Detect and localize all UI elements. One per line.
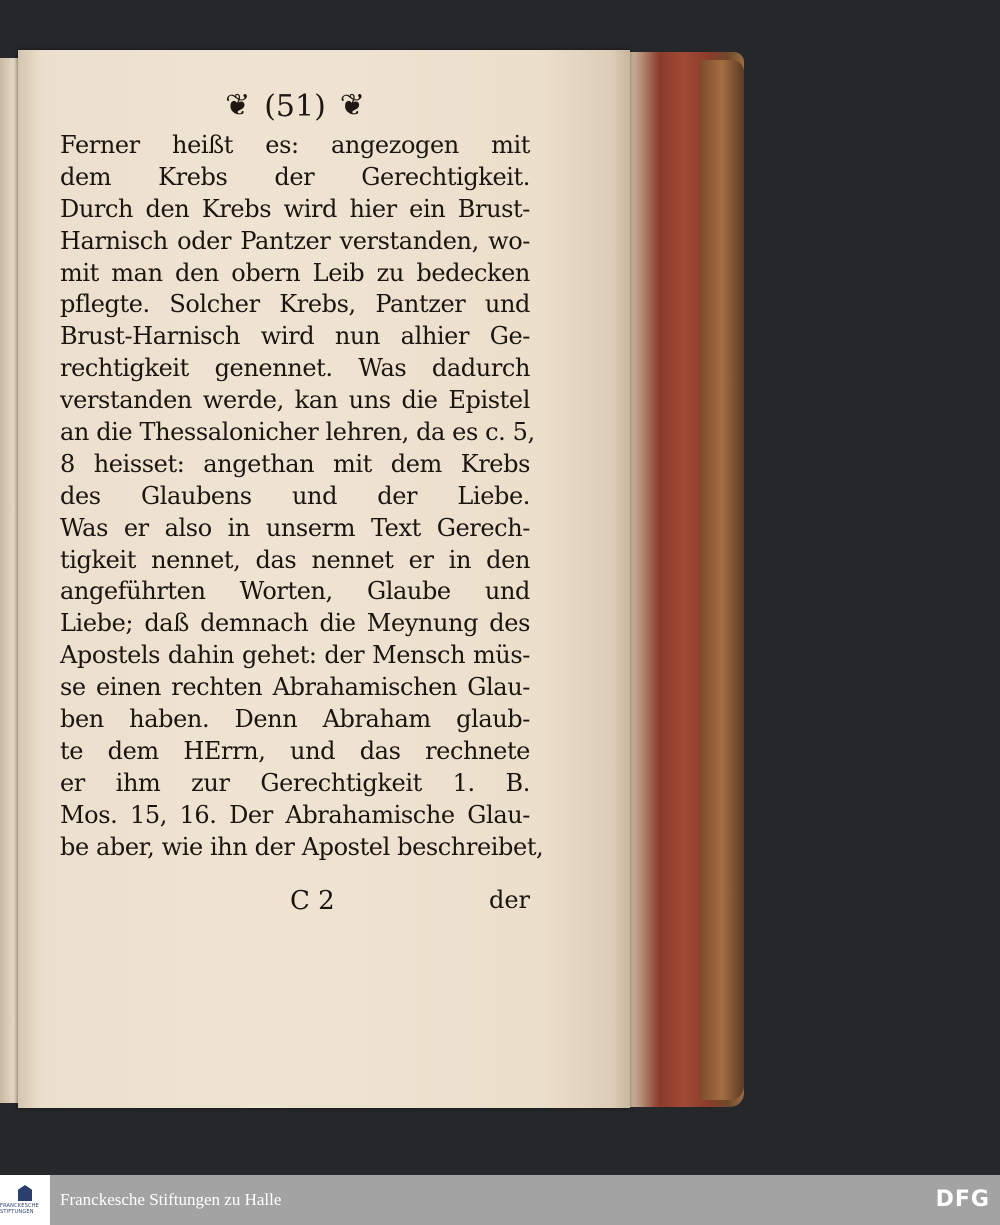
text-line: an die Thessalonicher lehren, da es c. 5, <box>60 418 535 447</box>
text-line: pflegte. Solcher Krebs, Pantzer und <box>60 290 530 319</box>
text-line: rechtigkeit genennet. Was dadurch <box>60 354 530 383</box>
book-cover-edge <box>700 60 744 1100</box>
text-line: 8 heisset: angethan mit dem Krebs <box>60 449 530 478</box>
building-icon <box>18 1185 32 1201</box>
page-footer <box>60 886 530 926</box>
text-line: te dem HErrn, und das rechnete <box>60 736 530 765</box>
text-line: dem Krebs der Gerechtigkeit. <box>60 162 530 191</box>
body-text <box>60 130 544 863</box>
text-line: be aber, wie ihn der Apostel beschreibet, <box>60 832 544 861</box>
dfg-logo[interactable]: DFG <box>935 1187 990 1212</box>
text-line: des Glaubens und der Liebe. <box>60 481 530 510</box>
attribution-bar <box>0 1175 1000 1225</box>
signature-mark: C 2 <box>290 886 335 916</box>
text-line: verstanden werde, kan uns die Epistel <box>60 386 530 415</box>
logo-text: FRANCKESCHE STIFTUNGEN <box>0 1203 40 1215</box>
text-line: Ferner heißt es: angezogen mit <box>60 131 530 159</box>
page-number: (51) <box>264 88 326 124</box>
text-line: Harnisch oder Pantzer verstanden, wo- <box>60 226 530 255</box>
text-line: er ihm zur Gerechtigkeit 1. B. <box>60 768 530 797</box>
text-line: ben haben. Denn Abraham glaub- <box>60 705 530 734</box>
text-line: angeführten Worten, Glaube und <box>60 577 530 606</box>
text-line: Brust-Harnisch wird nun alhier Ge- <box>60 322 530 351</box>
catchword: der <box>488 886 530 914</box>
text-line: Liebe; daß demnach die Meynung des <box>60 609 530 638</box>
text-line: tigkeit nennet, das nennet er in den <box>60 545 530 574</box>
ornament-left-icon: ❦ <box>225 88 251 123</box>
ornament-right-icon: ❦ <box>339 88 365 123</box>
text-line: Durch den Krebs wird hier ein Brust- <box>60 194 530 223</box>
text-line: Apostels dahin gehet: der Mensch müs- <box>60 641 530 670</box>
text-line: Mos. 15, 16. Der Abrahamische Glau- <box>60 800 530 829</box>
text-line: Was er also in unserm Text Gerech- <box>60 513 530 542</box>
text-line: se einen rechten Abrahamischen Glau- <box>60 673 530 702</box>
page-header <box>180 86 410 126</box>
franckesche-logo[interactable] <box>0 1175 50 1225</box>
text-line: mit man den obern Leib zu bedecken <box>60 258 530 287</box>
institution-name[interactable]: Franckesche Stiftungen zu Halle <box>60 1190 282 1209</box>
